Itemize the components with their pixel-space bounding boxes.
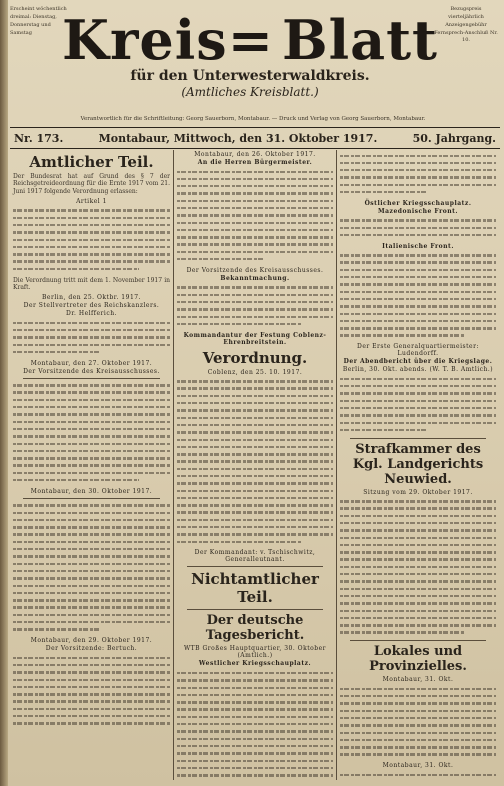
right-note-line: Bezugspreis: [450, 6, 482, 12]
notice-heading: Bekanntmachung.: [220, 274, 290, 282]
front-heading: Östlicher Kriegsschauplatz.: [364, 199, 472, 207]
paragraph: Die Verordnung tritt mit dem 1. November 1917 in Kraft.: [13, 276, 170, 291]
left-note-line: Samstag: [10, 30, 32, 36]
section-heading-court: Strafkammer des Kgl. Landgerichts Neuwied.: [352, 441, 484, 487]
columns: [10, 150, 500, 780]
left-note-line: Erscheint wöchentlich: [10, 6, 67, 12]
signature-line: Der Erste Generalquartiermeister: Ludendorff.: [357, 343, 479, 358]
section-heading-ordinance: Verordnung.: [202, 348, 308, 367]
right-note-line: Anzeigengebühr: [445, 22, 487, 28]
masthead: [62, 8, 438, 99]
local-dateline: Montabaur, 31. Okt.: [382, 762, 454, 770]
signature-line: Der Vorsitzende des Kreisausschusses.: [186, 266, 324, 274]
wire-line: WTB Großes Hauptquartier, 30. Oktober (Amtlich.): [183, 645, 327, 660]
title-row: [62, 8, 438, 72]
session-line: Sitzung vom 29. Oktober 1917.: [363, 488, 473, 496]
left-note-line: dreimal: Dienstag,: [10, 14, 57, 20]
text-lines: [177, 669, 333, 780]
issue-number: Nr. 173.: [14, 131, 64, 145]
text-lines: [13, 654, 170, 727]
command-heading: Kommandantur der Festung Coblenz-Ehrenbreitstein.: [183, 331, 327, 346]
text-lines: [13, 319, 170, 355]
signature-line: Dr. Helfferich.: [66, 310, 117, 318]
right-note-line: Fernsprech-Anschluß Nr. 10.: [434, 30, 498, 43]
paragraph: Der Bundesrat hat auf Grund des § 7 der Reichsgetreideordnung für die Ernte 1917 vom 21. Juni 1917 folgende Verordnung erlassen:: [13, 173, 170, 195]
front-heading: Italienische Front.: [382, 242, 454, 250]
signature-line: Der Stellvertreter des Reichskanzlers.: [23, 302, 160, 310]
column-1: [10, 150, 173, 780]
text-lines: [340, 685, 496, 758]
section-heading-local: Lokales und Provinzielles.: [369, 644, 467, 675]
title-left: Kreis: [62, 8, 228, 72]
signature-line: Der Vorsitzende des Kreisausschusses.: [23, 367, 160, 375]
dateline-local: Montabaur, den 26. Oktober 1917.: [194, 151, 316, 158]
text-lines: [340, 771, 496, 780]
text-lines: [177, 378, 333, 546]
right-note-line: vierteljährlich: [448, 14, 484, 20]
text-lines: [13, 502, 170, 633]
signature-line: Der Vorsitzende: Bertuch.: [45, 645, 138, 653]
text-lines: [177, 284, 333, 328]
signature-line: Montabaur, den 27. Oktober 1917.: [30, 359, 153, 367]
dateline-coblenz: Coblenz, den 25. 10. 1917.: [207, 368, 303, 376]
text-lines: [340, 498, 496, 637]
section-heading-nonofficial: Nichtamtlicher Teil.: [191, 570, 319, 607]
column-3: [336, 150, 499, 780]
text-lines: [340, 375, 496, 433]
imprint-line: Verantwortlich für die Schriftleitung: Georg Sauerborn, Montabaur. — Druck und Verlag von Georg Sauerborn, Montabaur.: [80, 116, 426, 122]
front-heading: Mazedonische Front.: [378, 207, 458, 215]
text-lines: [177, 168, 333, 263]
evening-report-heading: Der Abendbericht über die Kriegslage.: [343, 358, 493, 366]
text-lines: [13, 382, 170, 484]
signature-line: Montabaur, den 30. Oktober 1917.: [30, 487, 153, 495]
wire-line: Berlin, 30. Okt. abends. (W. T. B. Amtlich.): [342, 366, 494, 374]
masthead-right-note: [432, 6, 500, 45]
text-lines: [340, 252, 496, 340]
title-right: Blatt: [281, 8, 438, 72]
section-heading-official: Amtlicher Teil.: [29, 153, 154, 171]
signature-line: Montabaur, den 29. Oktober 1917.: [30, 637, 153, 645]
front-heading: Westlicher Kriegsschauplatz.: [198, 660, 312, 668]
column-2: [173, 150, 336, 780]
local-dateline: Montabaur, 31. Okt.: [382, 676, 454, 684]
section-heading-daily-report: Der deutsche Tagesbericht.: [205, 613, 305, 644]
masthead-subtitle: für den Unterwesterwaldkreis.: [130, 68, 370, 84]
signature-line: Berlin, den 25. Oktbr. 1917.: [42, 294, 141, 302]
volume-number: 50. Jahrgang.: [412, 131, 496, 145]
binding-edge: [0, 0, 8, 786]
place-date: Montabaur, Mittwoch, den 31. Oktober 1917.: [98, 131, 378, 145]
signature-line: Der Kommandant: v. Tschischwitz, Generalleutnant.: [194, 549, 316, 564]
dateline: [10, 127, 500, 149]
text-lines: [13, 207, 170, 273]
address-line: An die Herren Bürgermeister.: [197, 159, 313, 166]
masthead-subtitle-official: (Amtliches Kreisblatt.): [181, 85, 319, 99]
text-lines: [340, 152, 496, 196]
text-lines: [340, 217, 496, 239]
left-note-line: Donnerstag und: [10, 22, 51, 28]
article-label: Artikel 1: [76, 197, 107, 205]
title-dash: =: [227, 8, 274, 72]
